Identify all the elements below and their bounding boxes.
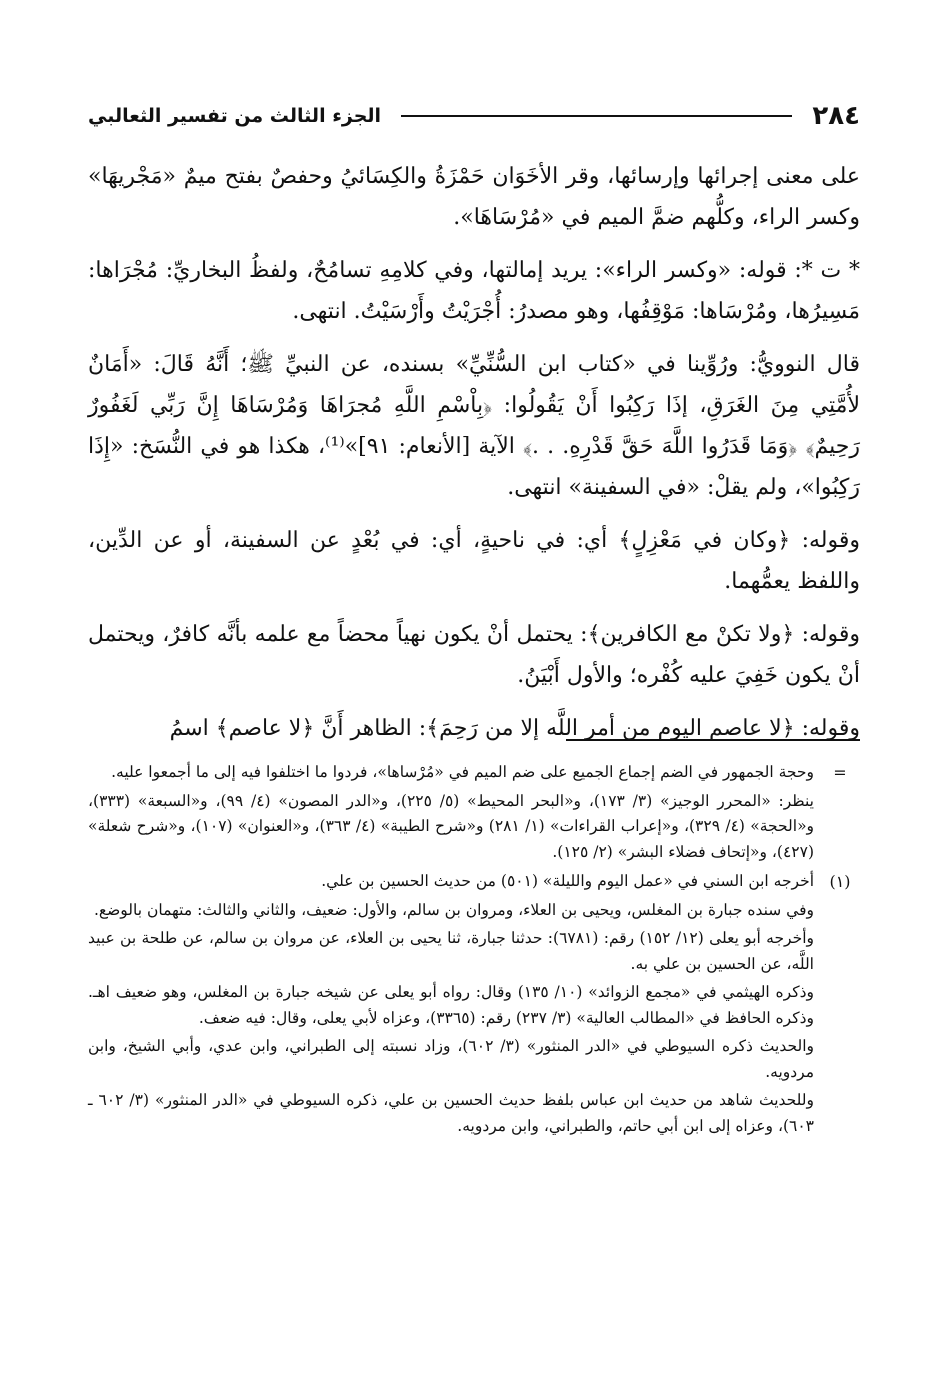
body-paragraph: وقوله: ﴿لا عاصم اليوم من أمر اللَّه إلا من رَحِمَ﴾: الظاهر أَنَّ ﴿لا عاصم﴾ اسمُ	[169, 716, 860, 741]
footnote-paragraph: أخرجه ابن السني في «عمل اليوم والليلة» (٥٠١) من حديث الحسين بن علي.	[321, 872, 814, 890]
body-paragraph: * ت *: قوله: «وكسر الراء»: يريد إمالتها، وفي كلامِهِ تسامُحٌ، ولفظُ البخاريِّ: مُجْرَاها: مَسِيرُها، ومُرْسَاها: مَوْقِفُها، وهو مصدرُ: أُجْرَيْتُ وأَرْسَيْتُ. انتهى.	[88, 258, 860, 324]
footnote-marker: (١)	[829, 872, 851, 891]
header-rule	[401, 115, 792, 117]
footnote-paragraph: ينظر: «المحرر الوجيز» (٣/ ١٧٣)، و«البحر المحيط» (٥/ ٢٢٥)، و«الدر المصون» (٤/ ٩٩)، و«السبعة» (٣٣٣)، و«الحجة» (٤/ ٣٢٩)، و«إعراب القراءات» (١/ ٢٨١) و«شرح الطيبة» (٤/ ٣٦٣)، و«العنوان» (١٠٧)، و«شرح شعلة» (٤٢٧)، و«إتحاف فضلاء البشر» (٢/ ١٢٥).	[88, 791, 815, 861]
page-number: ٢٨٤	[812, 101, 860, 131]
running-title: الجزء الثالث من تفسير الثعالبي	[88, 105, 382, 127]
footnote-paragraph: وحجة الجمهور في الضم إجماع الجميع على ضم الميم في «مُرْساها»، فردوا ما اختلفوا فيه إلى ما أجمعوا عليه.	[111, 763, 814, 781]
footnote-paragraph: وأخرجه أبو يعلى (١٢/ ١٥٢) رقم: (٦٧٨١): حدثنا جبارة، ثنا يحيى بن العلاء، عن مروان بن سالم، عن طلحة بن عبيد اللَّه، عن الحسين بن علي به.	[88, 929, 814, 973]
footnote-separator	[566, 739, 860, 741]
body-paragraph: قال النوويُّ: ورُوِّينا في «كتاب ابن السُّنِّيِّ» بسنده، عن النبيِّ ﷺ؛ أَنَّهُ قَالَ: «أَمَانٌ لأُمَّتِي مِنَ الغَرَقِ، إذَا رَكِبُوا أَنْ يَقُولُوا: ﴿بِاْسْمِ اللَّهِ مُجرَاهَا وَمُرْسَاهَا إِنَّ رَبِّي لَغَفُورٌ رَحِيمٌ﴾ ﴿وَمَا قَدَرُوا اللَّهَ حَقَّ قَدْرِهِ. . .﴾ الآية [الأنعام: ٩١]»⁽¹⁾، هكذا هو في النُّسَخ: «إِذَا رَكِبُوا»، ولم يقلْ: «في السفينة» انتهى.	[88, 352, 860, 500]
page-header	[88, 96, 860, 136]
footnote-paragraph: وفي سنده جبارة بن المغلس، ويحيى بن العلاء، ومروان بن سالم، والأول: ضعيف، والثاني والثالث: متهمان بالوضع.	[93, 900, 814, 919]
body-paragraph: وقوله: ﴿ولا تكنْ مع الكافرين﴾: يحتمل أنْ يكون نهياً محضاً مع علمه بأنَّه كافرٌ، ويحتمل أنْ يكون خَفِيَ عليه كُفْره؛ والأول أَبْيَنُ.	[88, 622, 860, 688]
footnote-paragraph: والحديث ذكره السيوطي في «الدر المنثور» (٣/ ٦٠٢)، وزاد نسبته إلى الطبراني، وابن عدي، وأبي الشيخ، وابن مردويه.	[88, 1037, 814, 1081]
main-text	[88, 156, 860, 761]
footnotes	[88, 760, 860, 1143]
footnote-1	[88, 869, 860, 1139]
body-paragraph: وقوله: ﴿وكان في مَعْزِلٍ﴾ أي: في ناحيةٍ، أي: في بُعْدٍ عن السفينة، أو عن الدِّين، واللفظ يعمُّهما.	[88, 528, 860, 594]
body-paragraph: على معنى إجرائها وإرسائها، وقر الأخَوَان حَمْزَةُ والكِسَائيُ وحفصٌ بفتح ميمٌ «مَجْريهَا» وكسر الراء، وكلُّهم ضمَّ الميم في «مُرْسَاهَا».	[88, 164, 860, 230]
footnote-paragraph: وذكره الهيثمي في «مجمع الزوائد» (١٠/ ١٣٥) وقال: رواه أبو يعلى عن شيخه جبارة بن المغلس، وهو ضعيف اهـ. وذكره الحافظ في «المطالب العالية» (٣/ ٢٣٧) رقم: (٣٣٦٥)، وعزاه لأبي يعلى، وقال: فيه ضعف.	[88, 983, 814, 1027]
footnote-marker: =	[833, 763, 847, 782]
footnote-paragraph: وللحديث شاهد من حديث ابن عباس بلفظ حديث الحسين بن علي، ذكره السيوطي في «الدر المنثور» (٣/ ٦٠٢ ـ ٦٠٣)، وعزاه إلى ابن أبي حاتم، والطبراني، وابن مردويه.	[88, 1091, 814, 1135]
footnote-continued	[88, 760, 860, 865]
